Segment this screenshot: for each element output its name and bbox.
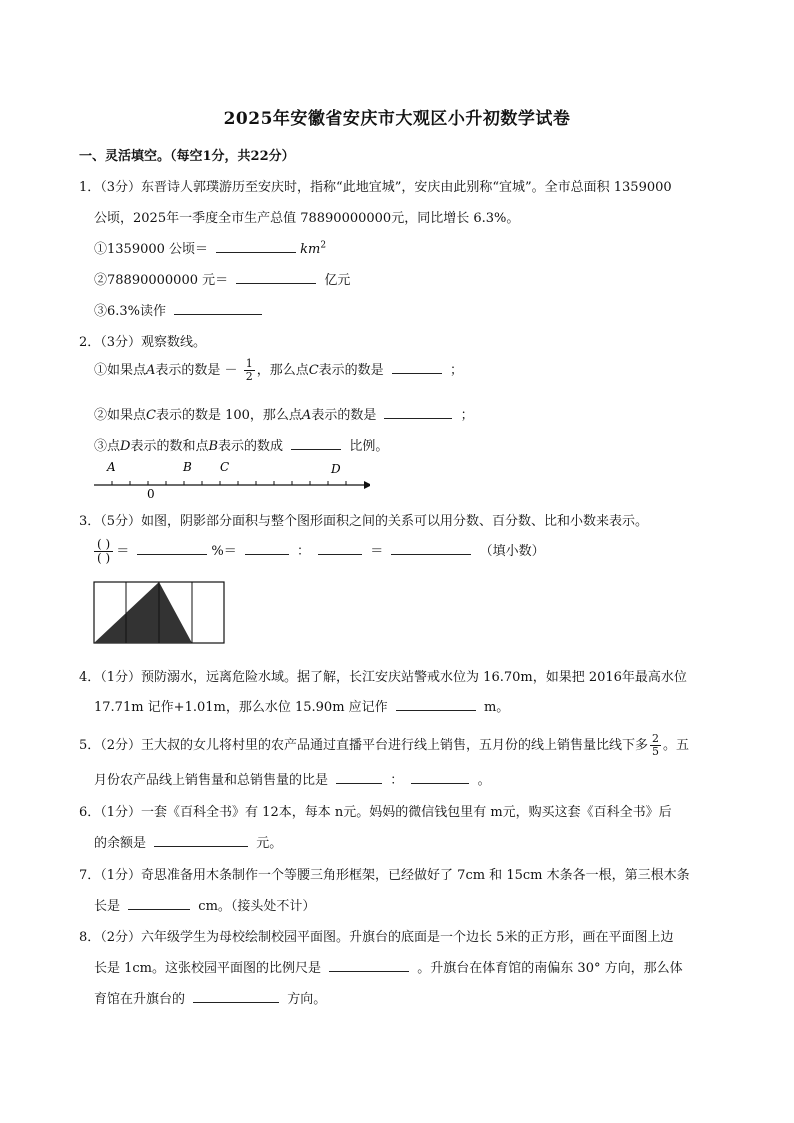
q2-s2-text-b: 表示的数是 100，那么点 xyxy=(155,408,302,423)
q5-line1-end: 。五 xyxy=(663,738,690,753)
q8-blank1[interactable] xyxy=(329,959,409,972)
exam-title: 2025年安徽省安庆市大观区小升初数学试卷 xyxy=(223,109,571,129)
q7-unit: cm。（接头处不计） xyxy=(198,899,316,914)
q3-blank-decimal[interactable] xyxy=(391,542,471,555)
q4-line1: 4．（1分）预防溺水，远离危险水域。据了解，长江安庆站警戒水位为 16.70m，如果把 2016年最高水位 xyxy=(79,670,687,685)
q1-sub2-unit: 亿元 xyxy=(324,273,351,288)
q2-s1-point-c: C xyxy=(308,363,319,378)
shaded-triangle xyxy=(94,582,192,643)
q3-head: 3．（5分）如图，阴影部分面积与整个图形面积之间的关系可以用分数、百分数、比和小数来表示。 xyxy=(79,514,649,529)
q5-line1-text: 5．（2分）王大叔的女儿将村里的农产品通过直播平台进行线上销售，五月份的线上销售量比线下多 xyxy=(79,738,649,753)
q2-s1-text-c: ，那么点 xyxy=(256,363,309,378)
q2-s3-point-d: D xyxy=(120,439,131,454)
point-d-label: D xyxy=(331,462,341,476)
q3-colon: ： xyxy=(296,544,310,559)
number-line-arrow xyxy=(364,481,370,489)
q1-sub1-sup: 2 xyxy=(320,240,327,251)
q7-line1: 7．（1分）奇思准备用木条制作一个等腰三角形框架，已经做好了 7cm 和 15cm 木条各一根，第三根木条 xyxy=(79,868,690,883)
q5-frac-den: 5 xyxy=(652,745,660,758)
q2-s1-text-b: 表示的数是 － xyxy=(155,363,238,378)
q6-blank[interactable] xyxy=(154,834,248,847)
q6-line1: 6．（1分）一套《百科全书》有 12本，每本 n元。妈妈的微信钱包里有 m元，购买这套《百科全书》后 xyxy=(79,805,672,820)
q6-line2-text: 的余额是 xyxy=(94,836,147,851)
q1-blank3[interactable] xyxy=(174,302,262,315)
q1-blank1[interactable] xyxy=(216,240,296,253)
q7-line2-text: 长是 xyxy=(94,899,121,914)
q3-blank-ratio2[interactable] xyxy=(318,542,362,555)
q2-s1-text-a: ①如果点 xyxy=(94,363,147,378)
q5-end: 。 xyxy=(477,773,491,788)
q1-sub1 xyxy=(94,238,326,257)
q2-s3-text-b: 表示的数和点 xyxy=(130,439,209,454)
q8-line3 xyxy=(94,988,326,1007)
q2-fraction xyxy=(244,358,255,383)
q3-fraction xyxy=(94,538,113,565)
q2-sub1 xyxy=(94,358,463,383)
q3-blank-pct[interactable] xyxy=(137,542,207,555)
q5-line1 xyxy=(79,733,689,758)
q2-blank3[interactable] xyxy=(291,437,341,450)
point-a-label: A xyxy=(107,460,116,474)
q1-sub2 xyxy=(94,269,350,288)
q3-answer-line xyxy=(94,538,545,565)
q2-sub2 xyxy=(94,404,474,423)
q4-line2 xyxy=(94,696,509,715)
q2-frac-num: 1 xyxy=(245,357,253,370)
q2-s2-text-c: 表示的数是 xyxy=(311,408,377,423)
shaded-rectangle-figure xyxy=(93,581,227,646)
q3-note: （填小数） xyxy=(479,544,545,559)
q1-blank2[interactable] xyxy=(236,271,316,284)
q8-line3-text-b: 方向。 xyxy=(287,992,327,1007)
q2-s3-point-b: B xyxy=(208,439,219,454)
q5-line2-text: 月份农产品线上销售量和总销售量的比是 xyxy=(94,773,329,788)
q2-s1-text-d: 表示的数是 xyxy=(318,363,384,378)
q8-blank2[interactable] xyxy=(193,990,279,1003)
q5-fraction xyxy=(650,733,661,758)
q4-blank[interactable] xyxy=(396,698,476,711)
q2-s3-text-a: ③点 xyxy=(94,439,121,454)
q8-line2-text-a: 长是 1cm。这张校园平面图的比例尺是 xyxy=(94,961,322,976)
q2-blank1[interactable] xyxy=(392,361,442,374)
q7-line2 xyxy=(94,895,315,914)
q5-line2 xyxy=(94,769,491,788)
q7-blank[interactable] xyxy=(128,897,190,910)
section-heading: 一、灵活填空。（每空1分，共22分） xyxy=(79,149,295,164)
number-line-figure xyxy=(90,456,370,502)
q1-sub3 xyxy=(94,300,266,319)
q2-frac-den: 2 xyxy=(245,370,253,383)
q2-head: 2．（3分）观察数线。 xyxy=(79,335,207,350)
q3-eq1: ＝ xyxy=(116,544,130,559)
q5-colon: ： xyxy=(390,773,404,788)
q2-s2-point-c: C xyxy=(146,408,156,423)
q6-unit: 元。 xyxy=(256,836,283,851)
q8-line2-text-b: 。升旗台在体育馆的南偏东 30° 方向，那么体 xyxy=(417,961,683,976)
q4-unit: m。 xyxy=(483,700,510,715)
q1-line1: 1．（3分）东晋诗人郭璞游历至安庆时，指称“此地宜城”，安庆由此别称“宜城”。全市总面积 1359000 xyxy=(79,180,672,195)
q5-blank1[interactable] xyxy=(336,771,382,784)
point-b-label: B xyxy=(183,460,192,474)
q2-s2-point-a: A xyxy=(301,408,312,423)
q1-sub1-prefix: ①1359000 公顷＝ xyxy=(94,242,209,257)
q1-sub2-prefix: ②78890000000 元＝ xyxy=(94,273,229,288)
q3-eq2: ＝ xyxy=(370,544,384,559)
q2-s3-text-c: 表示的数成 xyxy=(218,439,284,454)
q2-blank2[interactable] xyxy=(384,406,452,419)
q3-frac-num[interactable]: ( ) xyxy=(94,538,113,552)
q8-line1: 8．（2分）六年级学生为母校绘制校园平面图。升旗台的底面是一个边长 5米的正方形，画在平面图上边 xyxy=(79,930,674,945)
q5-blank2[interactable] xyxy=(411,771,469,784)
q2-sub3 xyxy=(94,435,388,454)
q2-s1-end: ； xyxy=(449,363,463,378)
q5-frac-num: 2 xyxy=(652,732,660,745)
q3-frac-den[interactable]: ( ) xyxy=(97,551,111,565)
q3-pct: %＝ xyxy=(211,544,237,559)
q2-s2-end: ； xyxy=(460,408,474,423)
q2-s2-text-a: ②如果点 xyxy=(94,408,147,423)
q6-line2 xyxy=(94,832,282,851)
q3-blank-ratio1[interactable] xyxy=(245,542,289,555)
q1-sub1-unit: km xyxy=(300,242,321,257)
q2-s1-point-a: A xyxy=(146,363,156,378)
q8-line2 xyxy=(94,957,683,976)
q8-line3-text-a: 育馆在升旗台的 xyxy=(94,992,186,1007)
q1-line2: 公顷，2025年一季度全市生产总值 78890000000元，同比增长 6.3%。 xyxy=(94,211,520,226)
q4-line2-text: 17.71m 记作+1.01m，那么水位 15.90m 应记作 xyxy=(94,700,388,715)
q1-sub3-prefix: ③6.3%读作 xyxy=(94,304,167,319)
point-c-label: C xyxy=(220,460,230,474)
zero-label: 0 xyxy=(147,487,155,501)
q2-s3-end: 比例。 xyxy=(349,439,389,454)
